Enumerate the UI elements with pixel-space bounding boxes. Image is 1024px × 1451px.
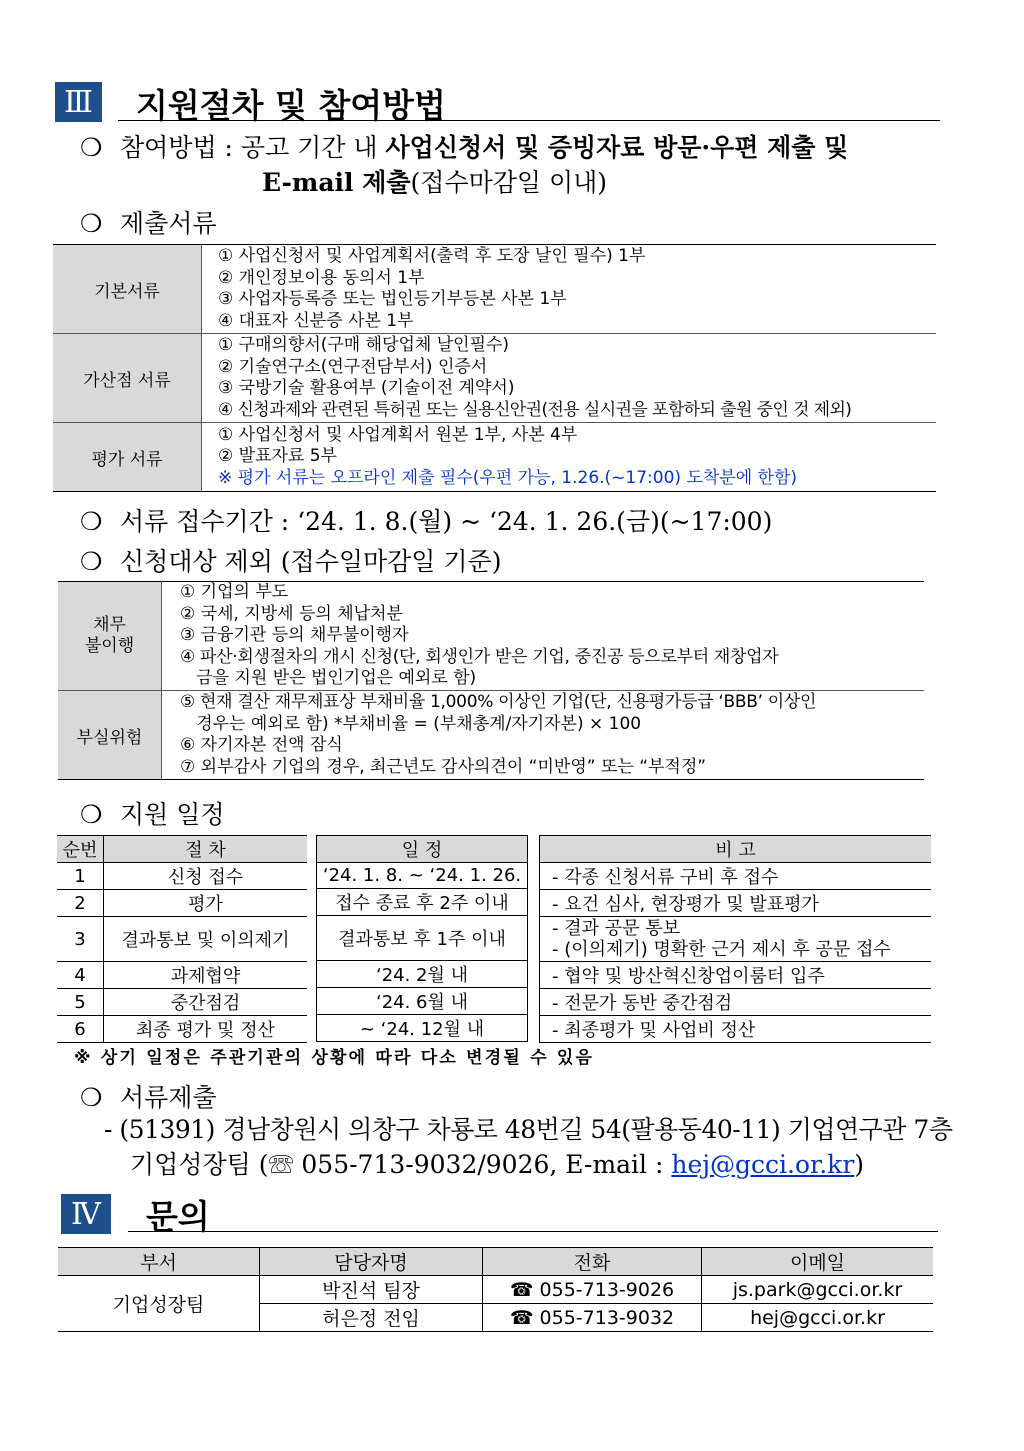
- contact-name: 박진석 팀장: [260, 1276, 483, 1304]
- schedule-note: - 최종평가 및 사업비 정산: [540, 1016, 932, 1043]
- exclusion-label-line: 불이행: [84, 636, 135, 656]
- schedule-note: - (이의제기) 명확한 근거 제시 후 공문 접수: [552, 939, 891, 960]
- exclusion-item: ③ 금융기관 등의 채무불이행자: [180, 625, 409, 646]
- contact-phone-number: 055-713-9032: [539, 1306, 675, 1329]
- submit-heading: [80, 1078, 217, 1114]
- contact-email[interactable]: js.park@gcci.or.kr: [702, 1276, 934, 1304]
- schedule-header-step: 절 차: [104, 836, 308, 863]
- schedule-steps-table: [57, 835, 307, 1043]
- bullet-icon: ❍: [80, 507, 103, 536]
- phone-icon: ☎: [509, 1278, 534, 1301]
- bullet-icon: ❍: [80, 133, 103, 162]
- section-4-badge: Ⅳ: [61, 1194, 111, 1234]
- exclusion-item: ④ 파산·회생절차의 개시 신청(단, 회생인가 받은 기업, 중진공 등으로부터 재창업자: [180, 646, 779, 667]
- docs-row-basic: [53, 245, 936, 334]
- docs-label-basic: 기본서류: [53, 245, 202, 334]
- schedule-date: ‘24. 6월 내: [317, 988, 528, 1015]
- schedule-date: ~ ‘24. 12월 내: [317, 1015, 528, 1042]
- docs-item: ② 발표자료 5부: [218, 446, 337, 467]
- docs-item: ② 기술연구소(연구전담부서) 인증서: [218, 356, 488, 377]
- contact-phone: [483, 1276, 702, 1304]
- section-3-title: 지원절차 및 참여방법: [136, 86, 446, 125]
- schedule-note: - 각종 신청서류 구비 후 접수: [540, 863, 932, 890]
- exclusion-item: 경우는 예외로 함) *부채비율 = (부채총계/자기자본) × 100: [180, 713, 642, 734]
- exclusion-row-risk: [58, 691, 924, 780]
- method-bold: 사업신청서 및 증빙자료 방문·우편 제출 및: [385, 133, 849, 162]
- section-4-rule: [128, 1231, 938, 1232]
- docs-items-basic: [202, 245, 937, 334]
- docs-heading-text: 제출서류: [120, 209, 217, 238]
- method-deadline: (접수마감일 이내): [410, 168, 608, 197]
- exclusion-label-line: 부실위험: [76, 727, 143, 748]
- exclusion-items-default: [162, 582, 925, 691]
- method-label: 참여방법 : 공고 기간 내: [120, 133, 378, 162]
- exclusion-row-default: [58, 582, 924, 691]
- exclusion-item: ⑦ 외부감사 기업의 경우, 최근년도 감사의견이 “미반영” 또는 “부적정”: [180, 756, 707, 777]
- exclusion-heading: [80, 542, 501, 578]
- docs-row-bonus: [53, 334, 936, 423]
- exclusion-heading-text: 신청대상 제외 (접수일마감일 기준): [120, 547, 502, 576]
- docs-row-eval: [53, 423, 936, 492]
- schedule-dates-table: [316, 835, 528, 1042]
- docs-item: ② 개인정보이용 동의서 1부: [218, 267, 425, 288]
- schedule-notes-table: [539, 835, 931, 1043]
- docs-item: ① 구매의향서(구매 해당업체 날인필수): [218, 335, 510, 355]
- method-line-2: [262, 163, 607, 199]
- schedule-footnote: ※ 상기 일정은 주관기관의 상황에 따라 다소 변경될 수 있음: [74, 1048, 595, 1068]
- section-4-title: 문의: [146, 1197, 210, 1236]
- contact-table: [58, 1247, 933, 1332]
- docs-item: ③ 사업자등록증 또는 법인등기부등본 사본 1부: [218, 289, 567, 309]
- exclusion-items-risk: [162, 691, 925, 780]
- contact-name: 허은정 전임: [260, 1304, 483, 1332]
- schedule-date: ‘24. 2월 내: [317, 961, 528, 988]
- exclusion-item: ① 기업의 부도: [180, 582, 289, 603]
- schedule-no: 4: [57, 962, 104, 989]
- schedule-no: 6: [57, 1016, 104, 1043]
- exclusion-label-default: [58, 582, 162, 691]
- documents-table: [53, 244, 936, 492]
- docs-item: ④ 신청과제와 관련된 특허권 또는 실용신안권(전용 실시권을 포함하되 출원 중인 것 제외): [218, 399, 852, 420]
- schedule-heading: [80, 795, 225, 831]
- address-line-1: - (51391) 경남창원시 의창구 차룡로 48번길 54(팔용동40-11) 기업연구관 7층: [104, 1115, 953, 1144]
- contact-phone: [483, 1304, 702, 1332]
- exclusion-item: ⑥ 자기자본 전액 잠식: [180, 735, 343, 755]
- schedule-date: 접수 종료 후 2주 이내: [317, 889, 528, 916]
- contact-email[interactable]: hej@gcci.or.kr: [750, 1306, 885, 1329]
- exclusion-item: 금을 지원 받은 법인기업은 예외로 함): [180, 668, 477, 689]
- contact-department: 기업성장팀: [58, 1276, 260, 1332]
- schedule-header-notes: 비 고: [540, 836, 932, 863]
- schedule-date: 결과통보 후 1주 이내: [317, 916, 528, 961]
- schedule-date: ‘24. 1. 8. ~ ‘24. 1. 26.: [317, 863, 528, 889]
- schedule-step: 평가: [104, 890, 308, 917]
- schedule-step: 중간점검: [104, 989, 308, 1016]
- address-line-2: [130, 1145, 864, 1181]
- bullet-icon: ❍: [80, 209, 103, 238]
- docs-item: ① 사업신청서 및 사업계획서(출력 후 도장 날인 필수) 1부: [218, 246, 646, 266]
- docs-items-eval: [202, 423, 937, 492]
- schedule-no: 2: [57, 890, 104, 917]
- schedule-step: 과제협약: [104, 962, 308, 989]
- bullet-icon: ❍: [80, 800, 103, 829]
- method-email-bold: E-mail 제출: [262, 168, 411, 197]
- schedule-no: 1: [57, 863, 104, 890]
- docs-label-bonus: 가산점 서류: [53, 334, 202, 423]
- section-3-badge: Ⅲ: [55, 82, 102, 122]
- contact-header-email: 이메일: [702, 1248, 934, 1276]
- period-line: [80, 502, 772, 538]
- schedule-note: - 협약 및 방산혁신창업이룸터 입주: [540, 962, 932, 989]
- schedule-header-date: 일 정: [317, 836, 528, 863]
- docs-item: ④ 대표자 신분증 사본 1부: [218, 310, 414, 331]
- schedule-header-no: 순번: [57, 836, 104, 863]
- schedule-step: 최종 평가 및 정산: [104, 1016, 308, 1043]
- bullet-icon: ❍: [80, 547, 103, 576]
- schedule-note: - 전문가 동반 중간점검: [540, 989, 932, 1016]
- schedule-no: 3: [57, 917, 104, 962]
- contact-header-phone: 전화: [483, 1248, 702, 1276]
- submit-heading-text: 서류제출: [120, 1083, 217, 1112]
- email-link[interactable]: hej@gcci.or.kr: [671, 1150, 855, 1179]
- section-3-rule: [118, 120, 940, 121]
- schedule-note: - 요건 심사, 현장평가 및 발표평가: [540, 890, 932, 917]
- schedule-no: 5: [57, 989, 104, 1016]
- docs-item: ① 사업신청서 및 사업계획서 원본 1부, 사본 4부: [218, 424, 578, 445]
- schedule-step: 결과통보 및 이의제기: [104, 917, 308, 962]
- contact-header-name: 담당자명: [260, 1248, 483, 1276]
- schedule-step: 신청 접수: [104, 863, 308, 890]
- docs-eval-note: ※ 평가 서류는 오프라인 제출 필수(우편 가능, 1.26.(~17:00) 도착분에 한함): [218, 467, 798, 488]
- docs-heading: [80, 204, 217, 240]
- docs-items-bonus: [202, 334, 937, 423]
- docs-label-eval: 평가 서류: [53, 423, 202, 492]
- address-contact: 기업성장팀 (☏ 055-713-9032/9026, E-mail :: [130, 1150, 672, 1179]
- method-line: [80, 128, 848, 164]
- exclusion-item: ② 국세, 지방세 등의 체납처분: [180, 603, 403, 624]
- exclusion-item: ⑤ 현재 결산 재무제표상 부채비율 1,000% 이상인 기업(단, 신용평가등급 ‘BBB’ 이상인: [180, 692, 817, 712]
- phone-icon: ☎: [509, 1306, 534, 1329]
- bullet-icon: ❍: [80, 1083, 103, 1112]
- exclusion-table: [58, 581, 924, 780]
- schedule-note-multi: [540, 917, 932, 962]
- contact-header-dept: 부서: [58, 1248, 260, 1276]
- contact-phone-number: 055-713-9026: [539, 1278, 675, 1301]
- exclusion-label-risk: [58, 691, 162, 780]
- schedule-heading-text: 지원 일정: [120, 800, 225, 829]
- exclusion-label-line: 채무: [93, 615, 126, 635]
- docs-item: ③ 국방기술 활용여부 (기술이전 계약서): [218, 378, 515, 398]
- schedule-note: - 결과 공문 통보: [552, 918, 680, 939]
- period-text: 서류 접수기간 : ‘24. 1. 8.(월) ~ ‘24. 1. 26.(금)(~17:00): [120, 507, 773, 536]
- address-close: ): [854, 1150, 865, 1179]
